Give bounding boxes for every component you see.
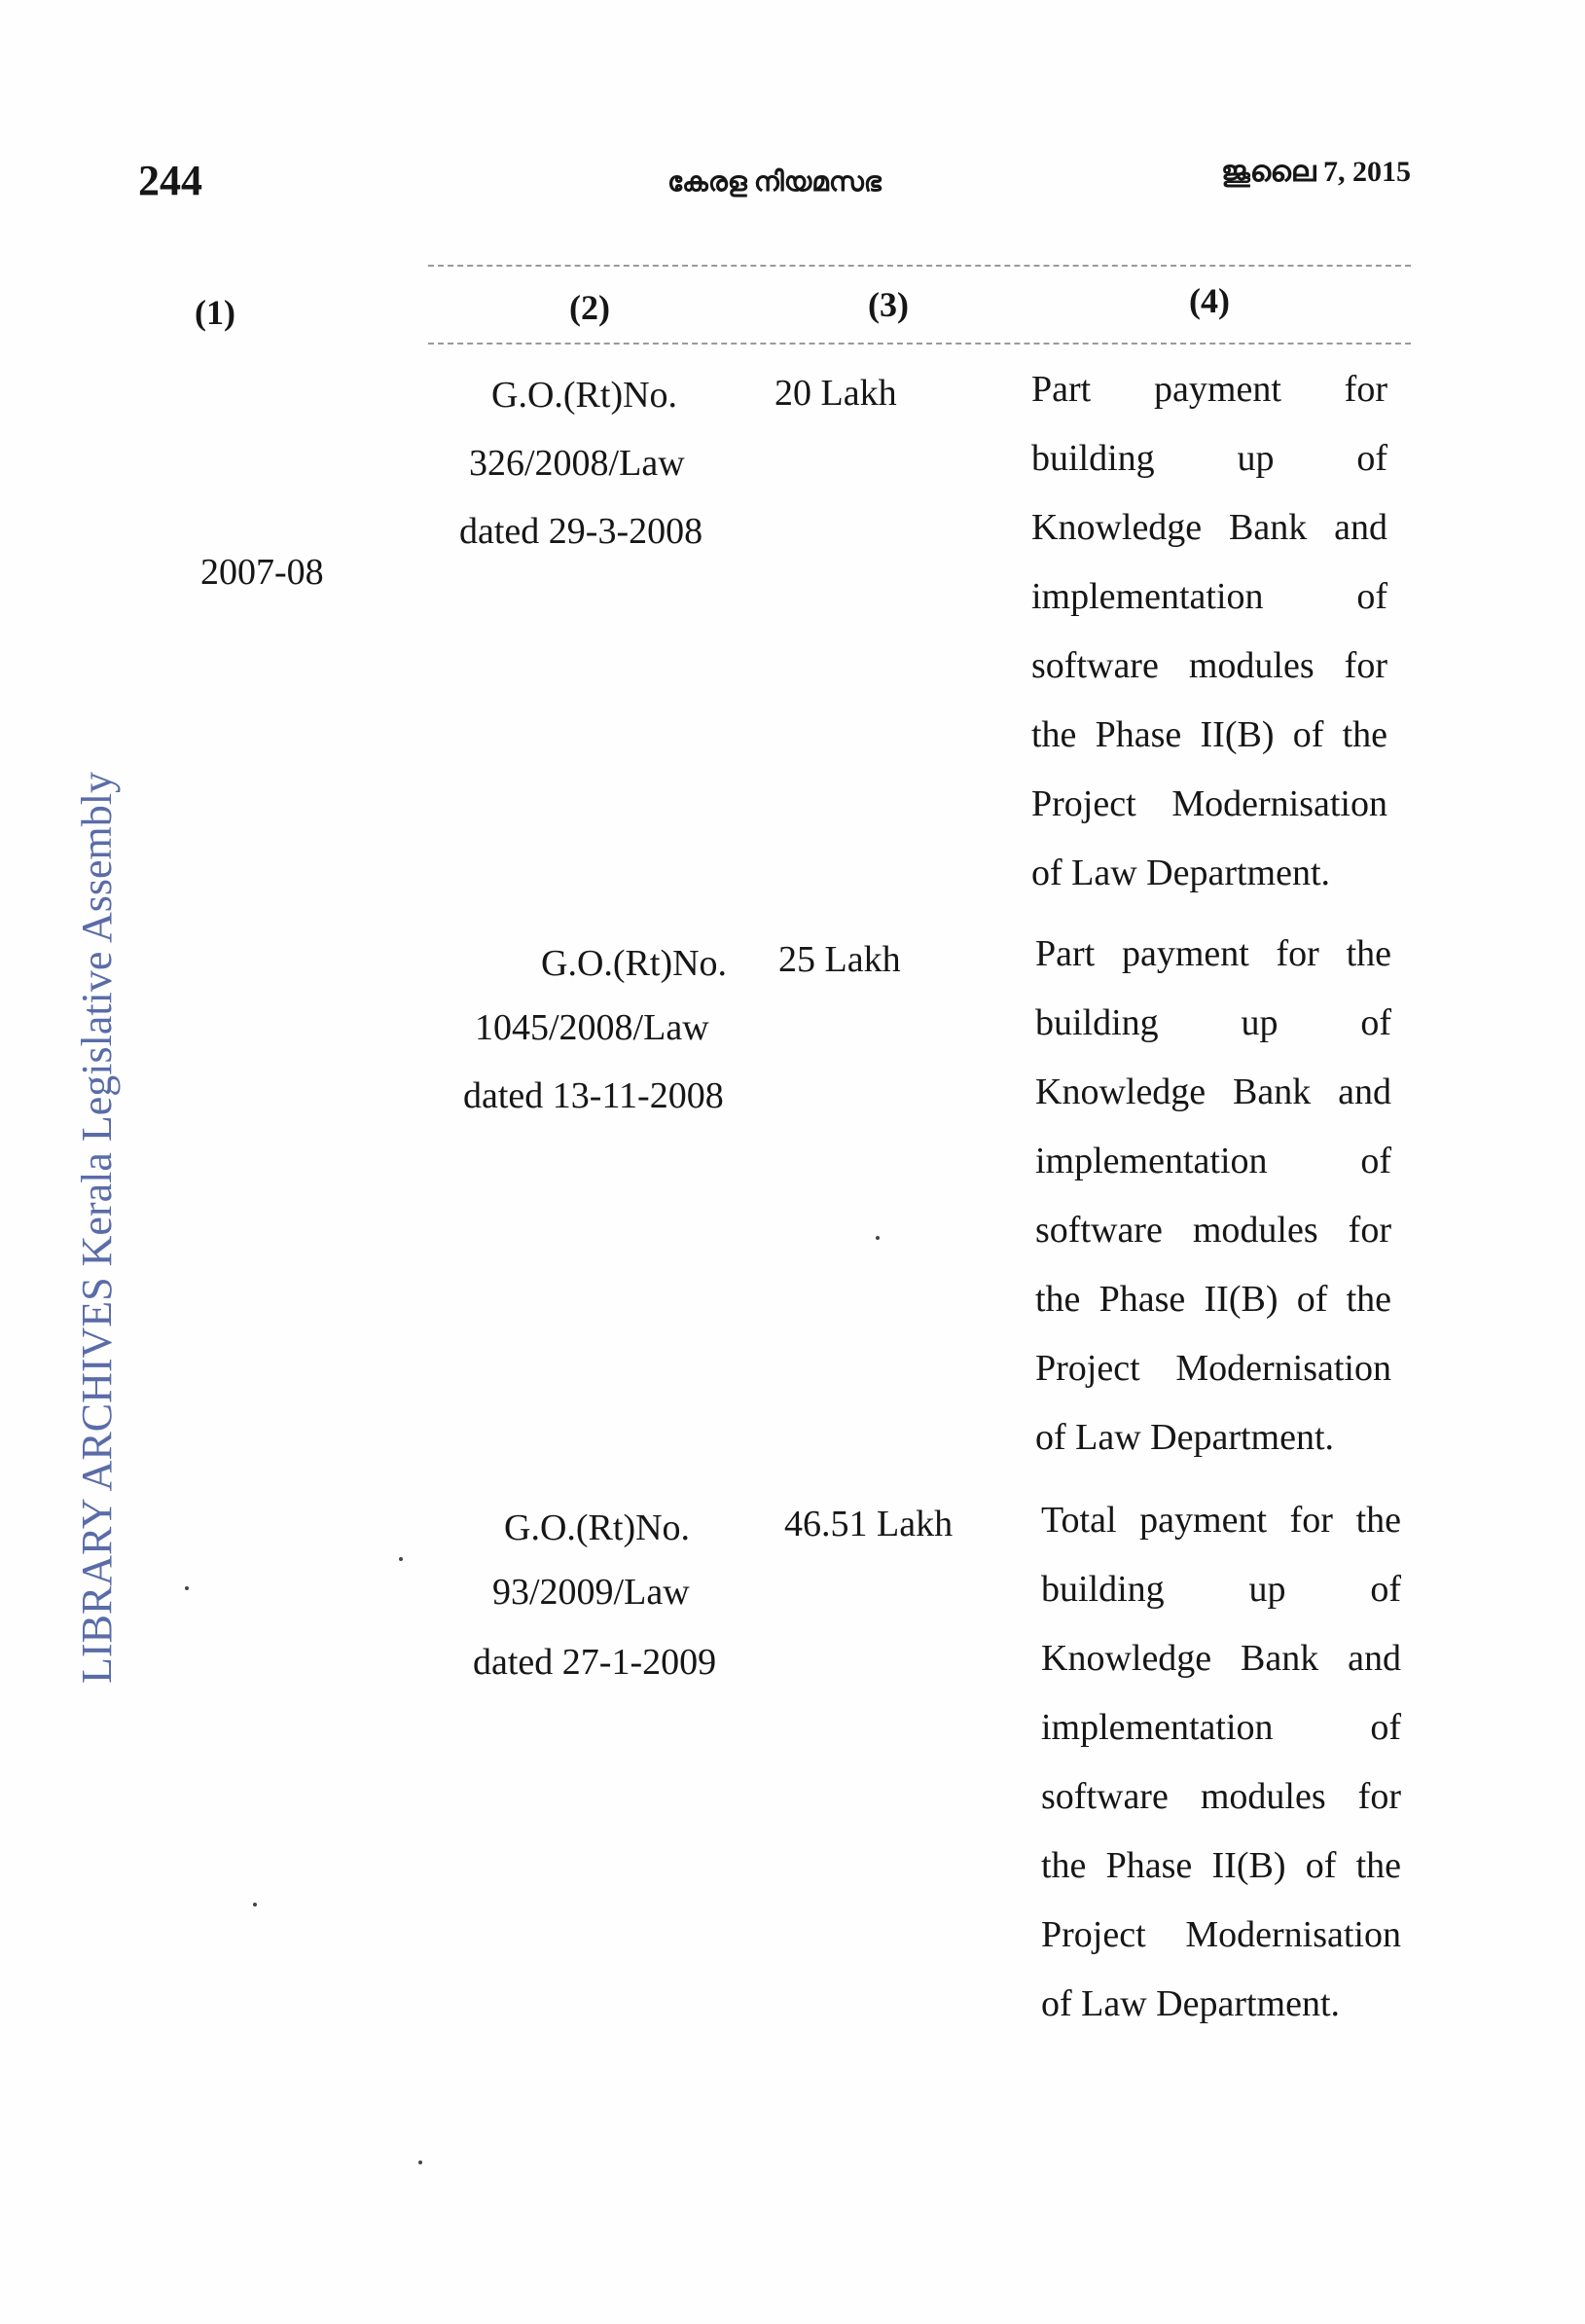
description-line: of Law Department. xyxy=(1041,1983,1341,2024)
order-date: dated 29-3-2008 xyxy=(459,511,703,552)
column-heading-2: (2) xyxy=(569,288,610,327)
description-cell xyxy=(1035,919,1391,1471)
description-cell xyxy=(1031,354,1387,907)
description-line: Project Modernisation xyxy=(1041,1914,1401,1955)
description-line: Knowledge Bank and xyxy=(1031,507,1387,548)
order-date: dated 27-1-2009 xyxy=(473,1642,717,1683)
page-header-title: കേരള നിയമസഭ xyxy=(667,167,882,198)
order-number: G.O.(Rt)No. xyxy=(504,1507,691,1548)
description-line: Knowledge Bank and xyxy=(1035,1071,1391,1112)
scan-speck xyxy=(253,1903,257,1906)
description-line: the Phase II(B) of the xyxy=(1031,714,1387,755)
column-heading-1: (1) xyxy=(195,293,235,332)
order-date: dated 13-11-2008 xyxy=(463,1075,724,1116)
description-line: implementation of xyxy=(1031,576,1387,617)
description-line: Part payment for xyxy=(1031,369,1387,410)
table-top-rule xyxy=(428,265,1411,267)
order-reference: 326/2008/Law xyxy=(469,443,685,484)
scan-speck xyxy=(876,1236,880,1240)
column-heading-3: (3) xyxy=(868,285,909,324)
description-line: building up of xyxy=(1031,438,1387,479)
description-cell xyxy=(1041,1485,1401,2038)
description-line: building up of xyxy=(1041,1569,1401,1610)
archive-watermark: LIBRARY ARCHIVES Kerala Legislative Assembly xyxy=(73,772,121,1684)
description-line: implementation of xyxy=(1041,1707,1401,1748)
description-line: software modules for xyxy=(1041,1776,1401,1817)
description-line: Project Modernisation xyxy=(1031,783,1387,824)
description-line: Total payment for the xyxy=(1041,1500,1401,1541)
description-line: software modules for xyxy=(1035,1210,1391,1251)
description-line: of Law Department. xyxy=(1035,1417,1335,1458)
table-header-rule xyxy=(428,343,1411,345)
scan-speck xyxy=(418,2161,422,2164)
description-line: the Phase II(B) of the xyxy=(1041,1845,1401,1886)
order-reference: 93/2009/Law xyxy=(492,1572,690,1613)
description-line: the Phase II(B) of the xyxy=(1035,1279,1391,1320)
amount-cell: 25 Lakh xyxy=(778,939,901,980)
description-line: of Law Department. xyxy=(1031,853,1331,893)
description-line: Project Modernisation xyxy=(1035,1348,1391,1389)
column-heading-4: (4) xyxy=(1189,281,1230,320)
page-number: 244 xyxy=(138,157,202,204)
page-header-date: ജൂലൈ 7, 2015 xyxy=(1221,156,1411,188)
description-line: Part payment for the xyxy=(1035,933,1391,974)
order-number: G.O.(Rt)No. xyxy=(541,943,728,984)
scan-speck xyxy=(185,1586,189,1590)
amount-cell: 20 Lakh xyxy=(774,373,897,414)
year-cell: 2007-08 xyxy=(200,552,324,593)
description-line: implementation of xyxy=(1035,1141,1391,1181)
amount-cell: 46.51 Lakh xyxy=(784,1504,954,1544)
order-number: G.O.(Rt)No. xyxy=(491,375,678,416)
description-line: Knowledge Bank and xyxy=(1041,1638,1401,1679)
scan-speck xyxy=(399,1557,403,1561)
description-line: building up of xyxy=(1035,1002,1391,1043)
description-line: software modules for xyxy=(1031,645,1387,686)
order-reference: 1045/2008/Law xyxy=(475,1007,709,1048)
